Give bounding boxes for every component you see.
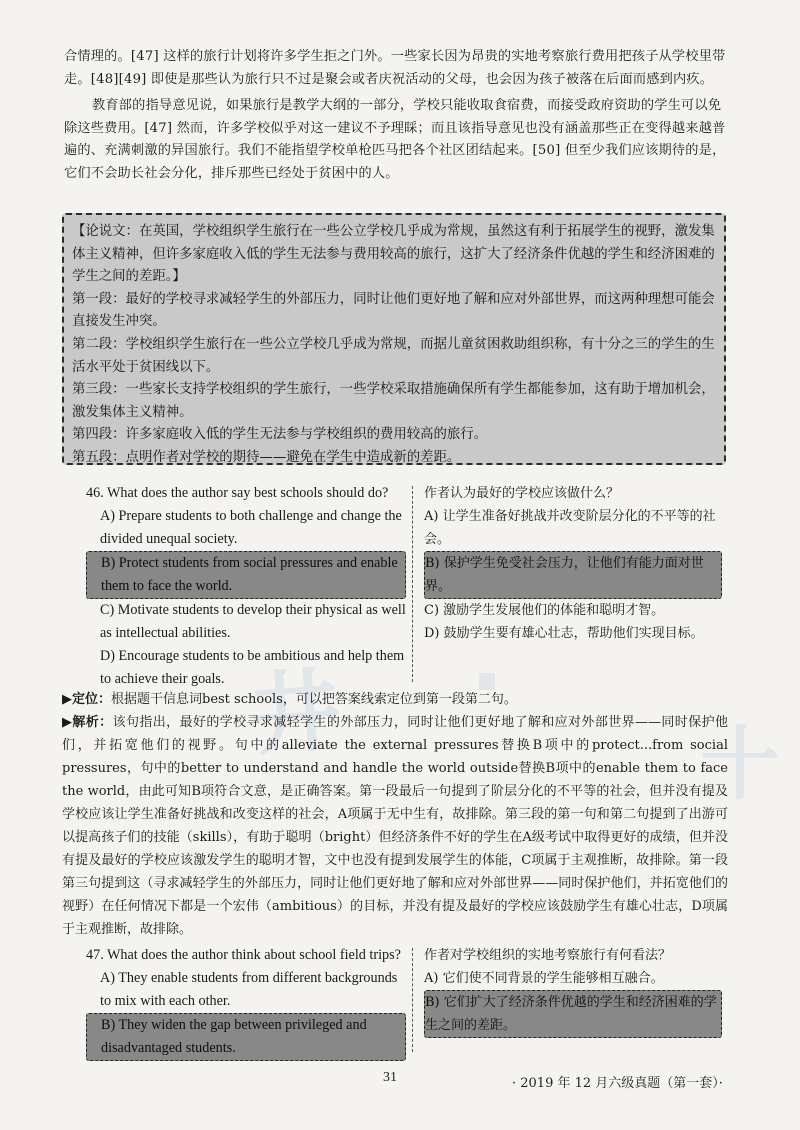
q47-stem: 47. What does the author think about school field trips? xyxy=(86,947,401,963)
source-label: · 2019 年 12 月六级真题（第一套）· xyxy=(512,1076,723,1091)
q47-option-b-answer: B) They widen the gap between privileged and disadvantaged students. xyxy=(86,1013,406,1061)
q46-option-c: C) Motivate students to develop their physical as well as intellectual abilities. xyxy=(100,602,406,641)
intro-paragraph-1: 合情理的。[47] 这样的旅行计划将许多学生拒之门外。一些家长因为昂贵的实地考察旅行费用把孩子从学校里带走。[48][49] 即使是那些认为旅行只不过是聚会或者庆祝活动的父母，也会因为孩子被落在后面而感到内疚。 xyxy=(64,49,726,87)
q46-cn-option-b-answer: B) 保护学生免受社会压力，让他们有能力面对世界。 xyxy=(424,551,722,599)
column-divider xyxy=(412,948,413,1052)
q46-analysis xyxy=(62,688,728,941)
q46-option-a: A) Prepare students to both challenge and change the divided unequal society. xyxy=(100,508,402,547)
intro-paragraph-2: 教育部的指导意见说，如果旅行是教学大纲的一部分，学校只能收取食宿费，而接受政府资助的学生可以免除这些费用。[47] 然而，许多学校似乎对这一建议不予理睬；而且该指导意见也没有涵盖那些正在变得越来越普遍的、充满刺激的异国旅行。我们不能指望学校单枪匹马把各个社区团结起来。[50] 但至少我们应该期待的是，它们不会助长社会分化，排斥那些已经处于贫困中的人。 xyxy=(64,98,726,181)
locate-label: ▶定位： xyxy=(62,692,111,707)
q47-english xyxy=(86,944,406,1061)
summary-para-2: 第二段：学校组织学生旅行在一些公立学校几乎成为常规，而据儿童贫困救助组织称，有十分之三的学生的生活水平处于贫困线以下。 xyxy=(72,336,715,375)
q46-stem: 46. What does the author say best schools should do? xyxy=(86,485,389,501)
summary-para-5: 第五段：点明作者对学校的期待——避免在学生中造成新的差距。 xyxy=(72,449,461,465)
intro-text xyxy=(64,46,726,185)
q47-option-a: A) They enable students from different backgrounds to mix with each other. xyxy=(100,970,398,1009)
q46-cn-option-a: A) 让学生准备好挑战并改变阶层分化的不平等的社会。 xyxy=(424,509,716,547)
locate-text: 根据题干信息词best schools，可以把答案线索定位到第一段第二句。 xyxy=(111,692,517,707)
watermark-glyph: 十 xyxy=(700,718,780,811)
q47-cn-option-a: A) 它们使不同背景的学生能够相互融合。 xyxy=(424,971,664,986)
summary-para-3: 第三段：一些家长支持学校组织的学生旅行，一些学校采取措施确保所有学生都能参加，这有助于增加机会，激发集体主义精神。 xyxy=(72,382,715,420)
q46-cn-stem: 作者认为最好的学校应该做什么？ xyxy=(424,486,620,501)
q46-locate xyxy=(62,688,728,711)
analysis-text: 该句指出，最好的学校寻求减轻学生的外部压力，同时让他们更好地了解和应对外部世界——同时保护他们，并拓宽他们的视野。句中的alleviate the external pressures替换B项中的protect...from social pressures，句中的better to understand and handle the world outside替换B项中的enable them to face the world，由此可知B项符合文意，是正确答案。第一段最后一句提到了阶层分化的不平等的社会，但并没有提及学校应该让学生准备好挑战和改变这样的社会，A项属于无中生有，故排除。第三段的第一句和第二句提到了出游可以提高孩子们的技能（skills），有助于聪明（bright）但经济条件不好的学生在A级考试中取得更好的成绩，但并没有提及最好的学校应该激发学生的聪明才智，文中也没有提到发展学生的体能，C项属于主观推断，故排除。第一段第三句提到这（寻求减轻学生的外部压力，同时让他们更好地了解和应对外部世界——同时保护他们，并拓宽他们的视野）在任何情况下都是一个宏伟（ambitious）的目标，并没有提及最好的学校应该鼓励学生有雄心壮志，D项属于主观推断，故排除。 xyxy=(62,715,728,937)
q46-cn-option-d: D) 鼓励学生要有雄心壮志，帮助他们实现目标。 xyxy=(424,626,704,641)
q46-chinese xyxy=(424,482,722,645)
q47-cn-stem: 作者对学校组织的实地考察旅行有何看法？ xyxy=(424,948,672,963)
q46-cn-option-c: C) 激励学生发展他们的体能和聪明才智。 xyxy=(424,603,665,618)
watermark-glyph: 井 xyxy=(247,657,345,769)
q46-english xyxy=(86,482,406,691)
column-divider xyxy=(412,486,413,682)
q46-option-d: D) Encourage students to be ambitious and help them to achieve their goals. xyxy=(100,648,405,687)
analysis-label: ▶解析： xyxy=(62,715,113,730)
q46-option-b-answer: B) Protect students from social pressures and enable them to face the world. xyxy=(86,551,406,599)
q46-explanation xyxy=(62,711,728,941)
page-number: 31 xyxy=(383,1070,397,1085)
summary-thesis: 【论说文：在英国，学校组织学生旅行在一些公立学校几乎成为常规，虽然这有利于拓展学生的视野，激发集体主义精神，但许多家庭收入低的学生无法参与费用较高的旅行，这扩大了经济条件优越的学生和经济困难的学生之间的差距。】 xyxy=(72,224,715,285)
article-summary-box xyxy=(62,213,726,465)
summary-para-1: 第一段：最好的学校寻求减轻学生的外部压力，同时让他们更好地了解和应对外部世界，而这两种理想可能会直接发生冲突。 xyxy=(72,291,715,330)
summary-para-4: 第四段：许多家庭收入低的学生无法参与学校组织的费用较高的旅行。 xyxy=(72,427,488,443)
watermark-glyph: · xyxy=(470,630,505,735)
q47-chinese xyxy=(424,944,722,1038)
q47-cn-option-b-answer: B) 它们扩大了经济条件优越的学生和经济困难的学生之间的差距。 xyxy=(424,990,722,1038)
